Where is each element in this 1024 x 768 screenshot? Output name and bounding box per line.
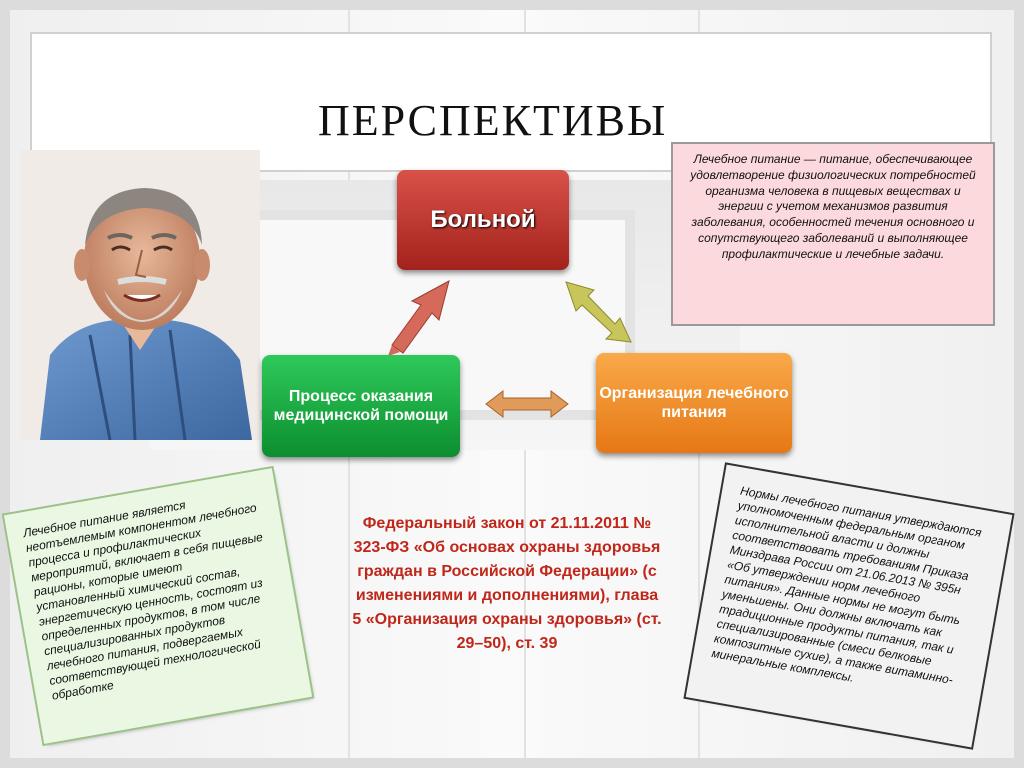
node-patient-label: Больной [430, 206, 536, 233]
note-right: Нормы лечебного питания утверждаются уполномоченным федеральным органом исполнительной власти и должны соответствовать требованиям Приказа Минздрава России от 21.06.2013 № 395н «Об утверждении норм лечебного питания». Данные нормы не могут быть уменьшены. Они должны включать как традиционные продукты питания, так и специализированные (смеси белковые композитные сухие), а также витаминно-минеральные комплексы. [690, 469, 1007, 743]
double-arrow-red [388, 281, 449, 356]
note-left: Лечебное питание является неотъемлемым компонентом лечебного процесса и профилактических мероприятий, включает в себя пищевые рационы, которые имеют установленный химический состав, энергетическую ценность, состоят из определенных продуктов, в том числе специализированных продуктов лечебного питания, подвергаемых соответствующей технологической обработке [6, 470, 310, 741]
node-nutrition-organization-label: Организация лечебного питания [599, 385, 789, 421]
node-nutrition-organization [596, 353, 792, 453]
double-arrow-orange [486, 391, 568, 417]
federal-law-text: Федеральный закон от 21.11.2011 № 323-ФЗ «Об основах охраны здоровья граждан в Российской Федерации» (с изменениями и дополнениями), глава 5 «Организация охраны здоровья» (ст. 29–50), ст. 39 [352, 515, 662, 652]
slide-title: ПЕРСПЕКТИВЫ [318, 96, 668, 146]
node-patient [397, 170, 569, 270]
node-care-process-label: Процесс оказания медицинской помощи [273, 388, 449, 424]
node-care-process [262, 355, 460, 457]
definition-box: Лечебное питание — питание, обеспечивающее удовлетворение физиологических потребностей организма человека в пищевых веществах и энергии с учетом механизмов развития заболевания, особенностей течения основного и сопутствующего заболеваний и выполняющее профилактические и лечебные задачи. [671, 142, 995, 326]
double-arrow-olive [566, 282, 631, 342]
